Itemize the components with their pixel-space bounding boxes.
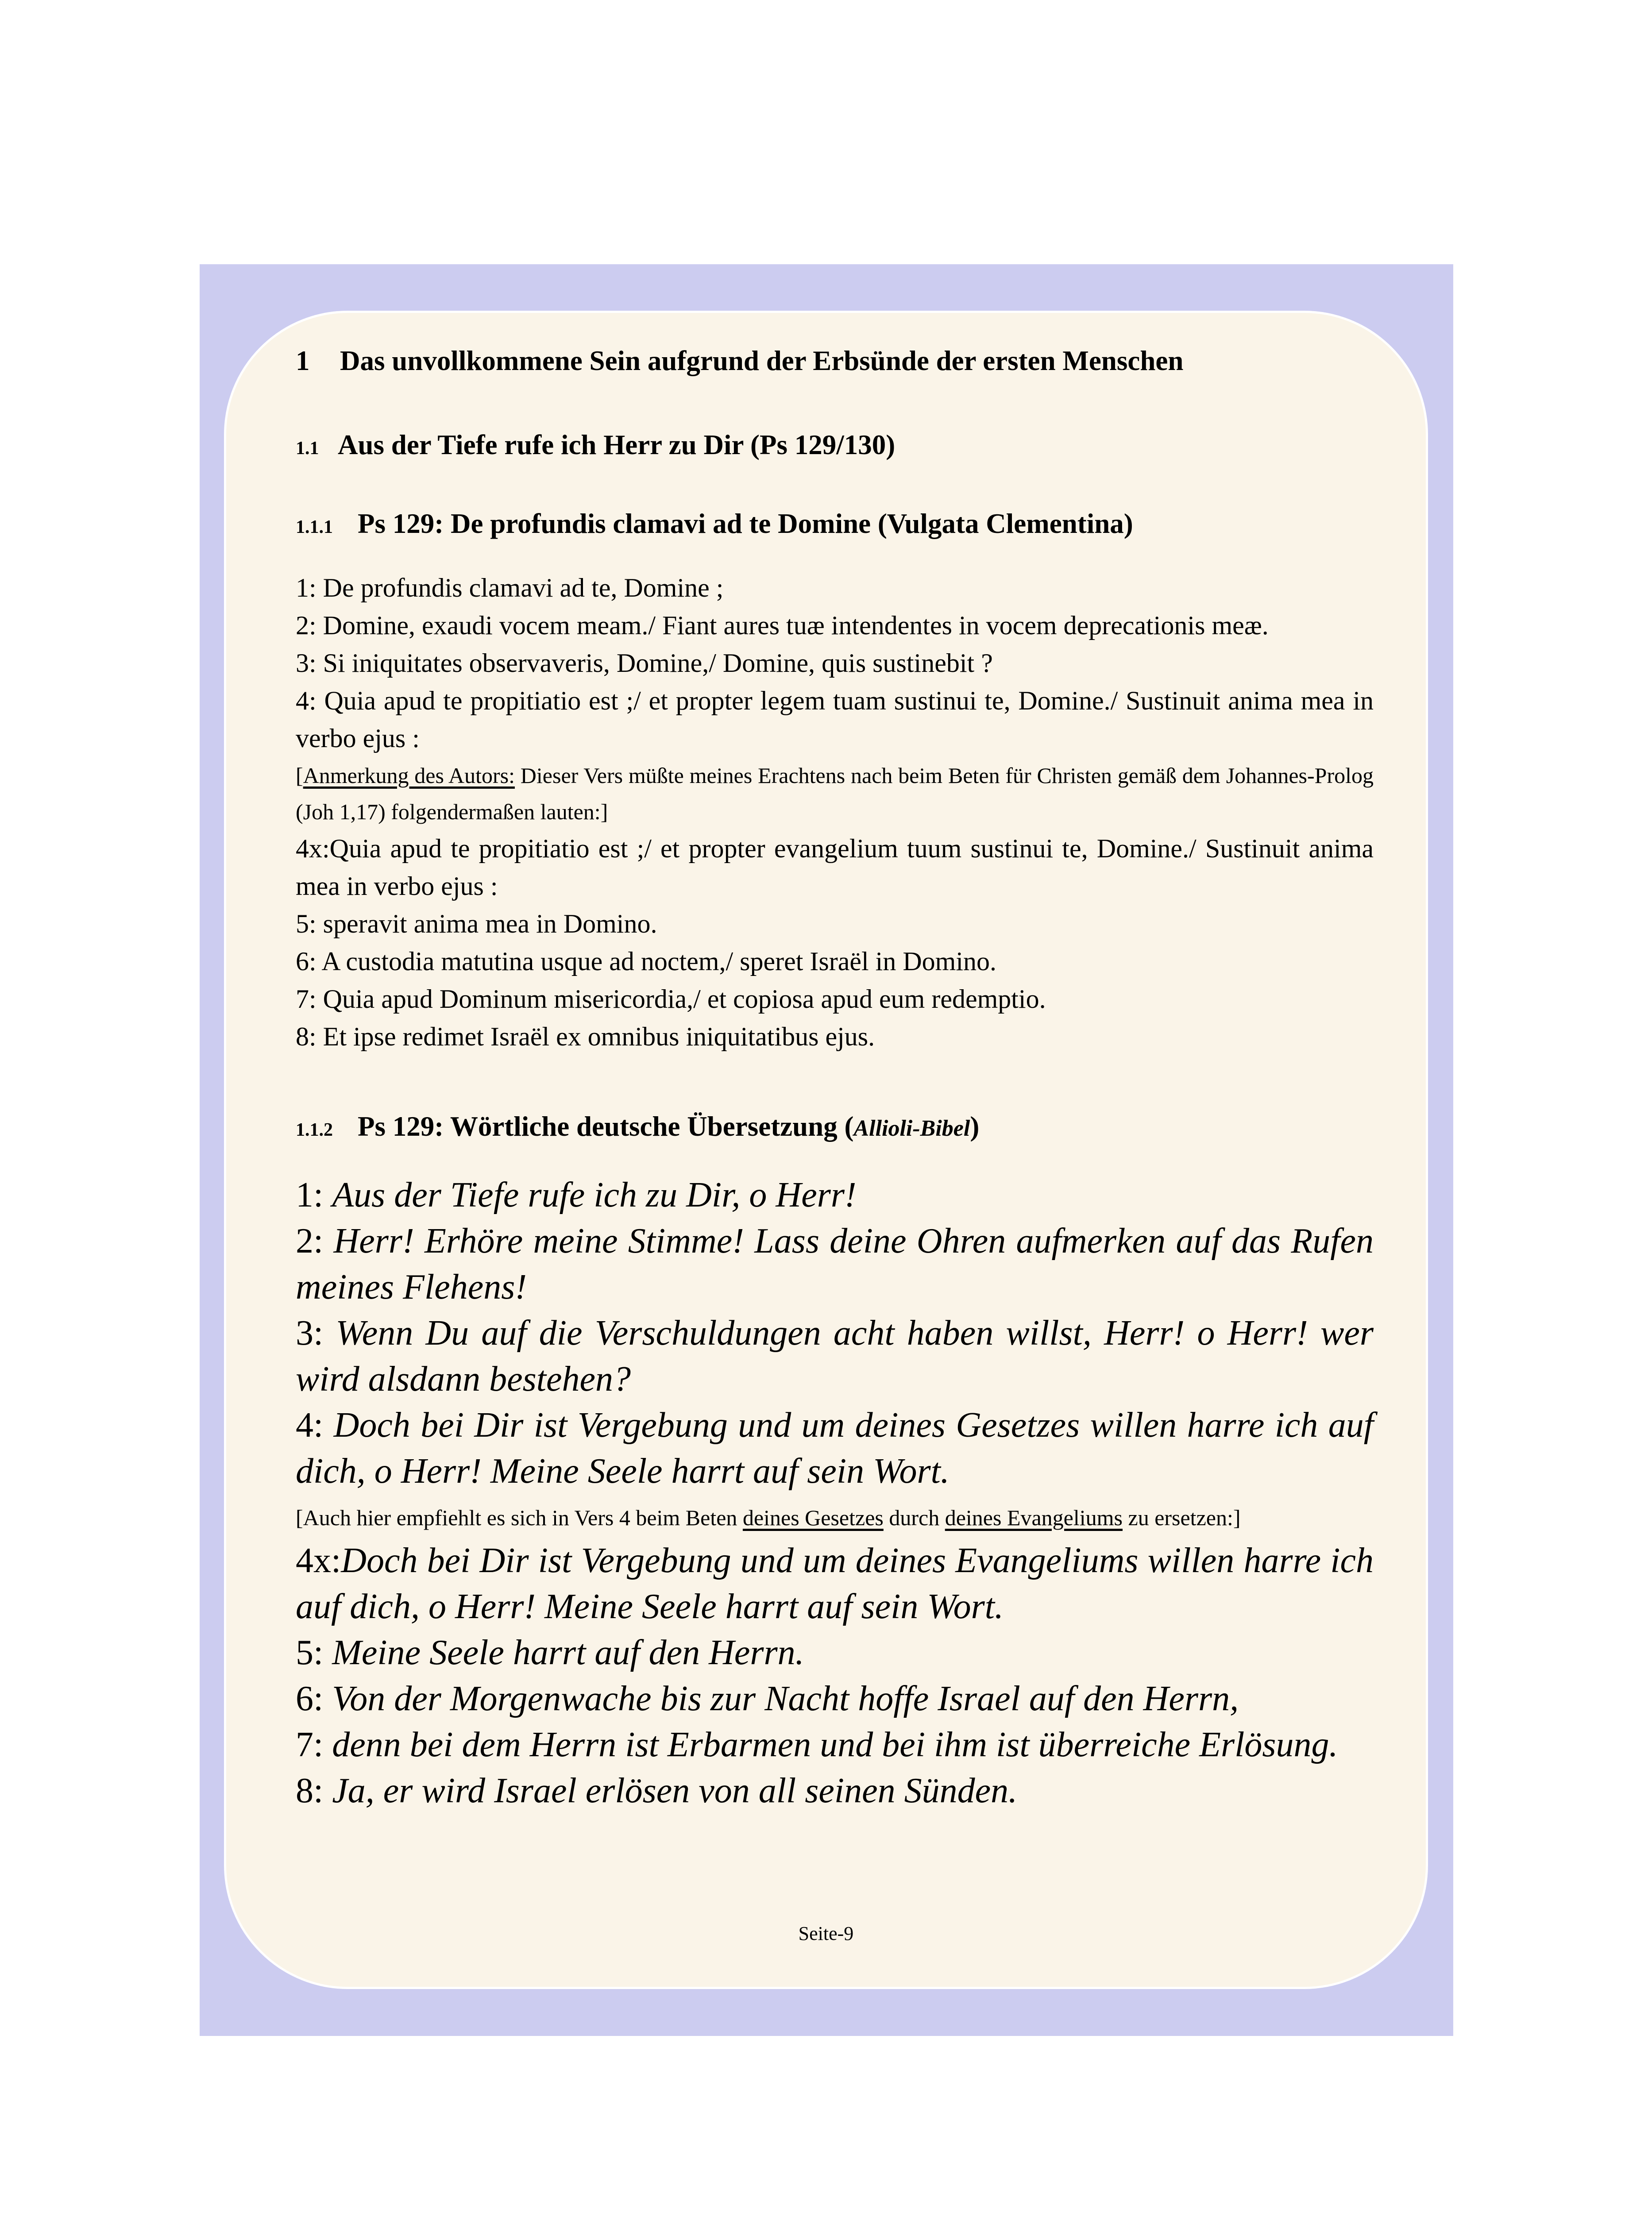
german-verse [296,1630,1374,1676]
latin-heading-number: 1.1.1 [296,517,333,537]
latin-verse: 6: A custodia matutina usque ad noctem,/ speret Israël in Domino. [296,947,996,976]
latin-verse: 4: Quia apud te propitiatio est ;/ et propter legem tuam sustinui te, Domine./ Sustinuit anima mea in verbo ejus : [296,686,1374,753]
latin-psalm-text [296,569,1374,1056]
document-body [296,343,1374,1814]
german-verse [296,1172,1374,1218]
verse-number: 4: [296,1406,334,1445]
verse-number: 4x: [296,1541,341,1580]
note-text: durch [883,1505,945,1530]
german-verse [296,1722,1374,1768]
latin-verse: 7: Quia apud Dominum misericordia,/ et copiosa apud eum redemptio. [296,984,1046,1014]
section-number: 1 [296,345,310,376]
latin-heading [296,506,1374,545]
latin-verse: 3: Si iniquitates observaveris, Domine,/ Domine, quis sustinebit ? [296,648,993,678]
verse-number: 6: [296,1679,332,1718]
verse-text: Doch bei Dir ist Vergebung und um deines Gesetzes willen harre ich auf dich, o Herr! Meine Seele harrt auf sein Wort. [296,1406,1374,1491]
page-frame [200,264,1453,2036]
german-heading-close: ) [970,1111,980,1142]
verse-number: 7: [296,1725,332,1764]
verse-text: Meine Seele harrt auf den Herrn. [332,1633,804,1672]
german-psalm-text [296,1172,1374,1814]
latin-verse: 4x:Quia apud te propitiatio est ;/ et propter evangelium tuum sustinui te, Domine./ Sustinuit anima mea in verbo ejus : [296,834,1374,901]
verse-number: 8: [296,1771,332,1810]
latin-verse: 8: Et ipse redimet Israël ex omnibus iniquitatibus ejus. [296,1022,875,1051]
verse-number: 1: [296,1176,332,1214]
verse-number: 3: [296,1314,336,1353]
note-text: [Auch hier empfiehlt es sich in Vers 4 beim Beten [296,1505,743,1530]
latin-verse: 5: speravit anima mea in Domino. [296,909,657,938]
verse-text: Doch bei Dir ist Vergebung und um deines Evangeliums willen harre ich auf dich, o Herr! Meine Seele harrt auf sein Wort. [296,1541,1374,1626]
verse-text: Aus der Tiefe rufe ich zu Dir, o Herr! [332,1176,857,1214]
note-text: zu ersetzen:] [1123,1505,1241,1530]
latin-verse: 2: Domine, exaudi vocem meam./ Fiant aures tuæ intendentes in vocem deprecationis meæ. [296,611,1269,640]
section-title: Das unvollkommene Sein aufgrund der Erbsünde der ersten Menschen [340,345,1184,376]
subsection-number: 1.1 [296,438,319,459]
german-verse [296,1310,1374,1402]
german-heading-title: Ps 129: Wörtliche deutsche Übersetzung ( [358,1111,854,1142]
german-verse [296,1768,1374,1814]
verse-text: Von der Morgenwache bis zur Nacht hoffe Israel auf den Herrn, [332,1679,1239,1718]
content-panel [224,311,1428,1989]
translation-note [296,1498,1374,1538]
author-note [296,757,1374,830]
note-underlined-evangeliums: deines Evangeliums [945,1505,1123,1530]
german-verse [296,1402,1374,1494]
verse-text: Wenn Du auf die Verschuldungen acht haben willst, Herr! o Herr! wer wird alsdann bestehen? [296,1314,1374,1399]
author-note-text: Dieser Vers müßte meines Erachtens nach beim Beten für Christen gemäß dem Johannes-Prolog (Joh 1,17) folgendermaßen lauten:] [296,763,1374,824]
subsection-heading [296,427,1374,466]
german-heading-source: Allioli-Bibel [853,1116,970,1141]
author-note-open: [ [296,763,303,788]
section-heading [296,343,1374,378]
verse-number: 2: [296,1222,334,1261]
verse-text: denn bei dem Herrn ist Erbarmen und bei ihm ist überreiche Erlösung. [332,1725,1338,1764]
german-verse [296,1676,1374,1722]
note-underlined-gesetzes: deines Gesetzes [742,1505,884,1530]
latin-heading-title: Ps 129: De profundis clamavi ad te Domine (Vulgata Clementina) [358,508,1133,539]
german-verse [296,1218,1374,1310]
verse-number: 5: [296,1633,332,1672]
verse-text: Herr! Erhöre meine Stimme! Lass deine Ohren aufmerken auf das Rufen meines Flehens! [296,1222,1374,1307]
german-verse [296,1538,1374,1630]
page-number: Seite-9 [798,1923,854,1944]
german-heading-number: 1.1.2 [296,1120,333,1140]
author-note-label: Anmerkung des Autors: [303,763,515,788]
subsection-title: Aus der Tiefe rufe ich Herr zu Dir (Ps 129/130) [338,429,895,460]
verse-text: Ja, er wird Israel erlösen von all seinen Sünden. [332,1771,1018,1810]
german-heading [296,1109,1374,1148]
latin-verse: 1: De profundis clamavi ad te, Domine ; [296,573,724,602]
